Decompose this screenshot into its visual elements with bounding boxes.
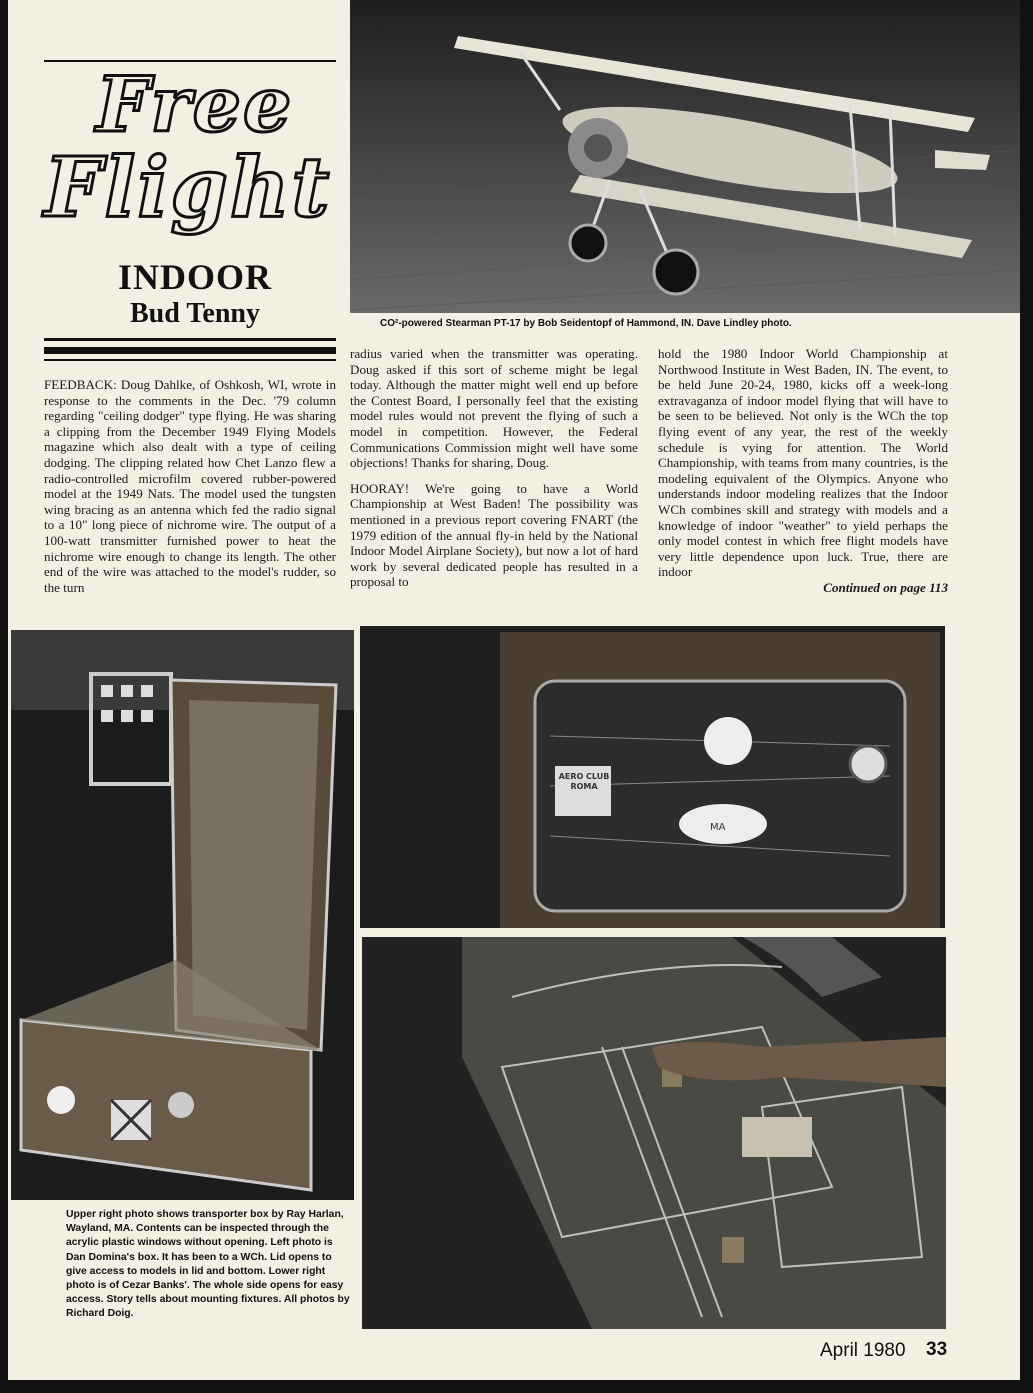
article-column-2 [350,346,638,600]
box-sticker-label: AERO CLUB ROMA [558,772,610,791]
footer-date: April 1980 [820,1340,906,1361]
box-illustration-upper-right [360,626,945,928]
harlan-box-photo [360,626,945,928]
stearman-illustration [350,0,1020,313]
logo-word-flight: Flight [44,140,332,236]
heading-rule-thin [44,338,336,341]
article-column-1 [44,377,336,605]
section-title: INDOOR [117,257,272,297]
heading-rule-thick [44,347,336,354]
banks-box-photo [362,937,946,1329]
world-championship-paragraph: hold the 1980 Indoor World Championship at Northwood Institute in West Baden, IN. The event, to be held June 20-24, 1980, kicks off a week-long extravaganza of indoor model flying that will have to be seen to be believed. Not only is the WCh the top flying event of any year, the rest of the weekly schedule is vying for attention. The World Championship, with teams from many countries, is the modeling equivalent of the Olympics. Anyone who understands indoor modeling realizes that the Indoor WCh combines skill and strategy with models and a knowledge of indoor "weather" to yield perhaps the only model contest in which free flight models have very little dependence upon luck. True, there are indoor [658,346,948,580]
author-name: Bud Tenny [130,298,260,329]
box-illustration-left [11,630,354,1200]
magazine-page [8,0,1020,1380]
logo-word-free: Free [96,60,294,149]
free-flight-logo [44,58,344,268]
domina-box-photo [11,630,354,1200]
heading-rule-thin-2 [44,359,336,361]
hooray-paragraph: HOORAY! We're going to have a World Championship at West Baden! The possibility was mentioned in a previous report covering FNART (the 1979 edition of the annual fly-in held by the National Indoor Model Airplane Society), but now a lot of hard work by several dedicated people has resulted in a proposal to [350,480,638,590]
feedback-paragraph: FEEDBACK: Doug Dahlke, of Oshkosh, WI, wrote in response to the comments in the Dec. '79 column regarding "ceiling dodger" type flying. He was sharing a clipping from the December 1949 Flying Models magazine which also dealt with a type of ceiling dodging. The clipping related how Chet Lanzo flew a radio-controlled microfilm covered rubber-powered model at the 1949 Nats. The model used the tungsten wing bracing as an antenna which fed the radio signal to a 10" long piece of nichrome wire. The output of a 100-watt transmitter furnished power to heat the nichrome wire enough to change its length. The other end of the wire was attached to the model's rudder, so the turn [44,377,336,595]
box-badge-text: MA [710,822,726,833]
stearman-photo [350,0,1020,313]
box-illustration-lower-right [362,937,946,1329]
photos-caption: Upper right photo shows transporter box by Ray Harlan, Wayland, MA. Contents can be inspected through the acrylic plastic windows without opening. Left photo is Dan Domina's box. It has been to a WCh. Lid opens to give access to models in lid and bottom. Lower right photo is of Cezar Banks'. The whole side opens for easy access. Story tells about mounting fixtures. All photos by Richard Doig. [66,1209,350,1320]
page-number: 33 [926,1339,948,1360]
radius-paragraph: radius varied when the transmitter was operating. Doug asked if this sort of scheme might be legal today. Although the matter might well end up before the Contest Board, I personally feel that the existing model rules would not prevent the flying of such a model in competition. However, the Federal Communications Commission might well have some objections! Thanks for sharing, Doug. [350,346,638,471]
article-column-3 [658,346,948,596]
stearman-caption: CO²-powered Stearman PT-17 by Bob Seidentopf of Hammond, IN. Dave Lindley photo. [380,318,792,329]
continued-note: Continued on page 113 [823,579,948,595]
